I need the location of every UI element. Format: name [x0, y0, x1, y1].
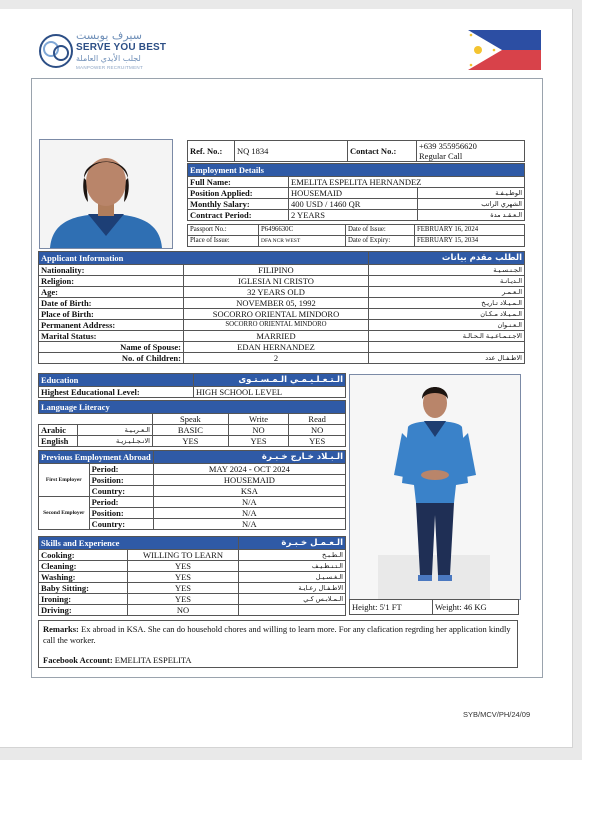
philippines-flag-icon: [468, 30, 541, 70]
driving-label: Driving:: [39, 605, 128, 616]
employment-row: [188, 199, 525, 210]
cooking-value: WILLING TO LEARN: [128, 550, 239, 561]
salary-arabic: الشهري الراتب: [418, 199, 525, 210]
marital-arabic: الاجـتـمـاعـيـة الـحـالـة: [369, 331, 525, 342]
english-label: English: [39, 436, 78, 447]
dob-label: Date of Birth:: [39, 298, 184, 309]
pob-value: SOCORRO ORIENTAL MINDORO: [184, 309, 369, 320]
arabic-label-arabic: الـعـربـيـة: [78, 425, 153, 436]
logo-arabic: سيرف يوبست: [76, 29, 142, 42]
spouse-value: EDAN HERNANDEZ: [184, 342, 369, 353]
cleaning-arabic: الـتـنـظـيـف: [239, 561, 346, 572]
applicant-header: Applicant Information: [39, 252, 369, 265]
contact-number: +639 355956620: [419, 141, 477, 151]
speak-header: Speak: [153, 414, 229, 425]
english-write: YES: [228, 436, 289, 447]
nationality-value: FILIPINO: [184, 265, 369, 276]
washing-value: YES: [128, 572, 239, 583]
full-name-label: Full Name:: [188, 177, 289, 188]
applicant-header-arabic: الطلب مقدم بيانات: [369, 252, 525, 265]
ironing-arabic: الـمـلابـس كـي: [239, 594, 346, 605]
first-period-label: Period:: [89, 464, 153, 475]
education-header-arabic: الـتـعـلـيـمـي الـمـسـتـوى: [194, 374, 346, 387]
language-row: [39, 425, 346, 436]
baby-sitting-label: Baby Sitting:: [39, 583, 128, 594]
passport-label: Passport No.:: [188, 225, 259, 236]
employment-row: [188, 188, 525, 199]
weight-value: Weight: 46 KG: [432, 600, 518, 615]
ironing-label: Ironing:: [39, 594, 128, 605]
skills-table: [38, 536, 346, 616]
place-issue-value: DFA NCR WEST: [259, 236, 346, 247]
logo-english: SERVE YOU BEST: [76, 42, 167, 53]
skills-header: Skills and Experience: [39, 537, 239, 550]
language-header: Language Literacy: [39, 401, 346, 414]
applicant-row: [39, 287, 525, 298]
education-table: [38, 373, 346, 398]
salary-value: 400 USD / 1460 QR: [289, 199, 418, 210]
contract-value: 2 YEARS: [289, 210, 418, 221]
english-label-arabic: الانـجـلـيـزيـة: [78, 436, 153, 447]
remarks-text: Ex abroad in KSA. She can do household chores and willing to learn more. For any clafication regrding her application kindly call the worker.: [43, 624, 511, 645]
age-label: Age:: [39, 287, 184, 298]
cleaning-label: Cleaning:: [39, 561, 128, 572]
applicant-row: [39, 265, 525, 276]
education-label: Highest Educational Level:: [39, 387, 194, 398]
applicant-row: [39, 342, 525, 353]
skills-row: [39, 572, 346, 583]
second-position-value: N/A: [153, 508, 345, 519]
measure-table: [349, 599, 519, 615]
skills-header-arabic: الـعـمـل خـبـرة: [239, 537, 346, 550]
children-value: 2: [184, 353, 369, 364]
first-employer-label: First Employer: [39, 464, 90, 497]
contract-label: Contract Period:: [188, 210, 289, 221]
second-employer-label: Second Employer: [39, 497, 90, 530]
document-code: SYB/MCV/PH/24/09: [463, 710, 531, 719]
dob-arabic: الـمـيـلاد تـاريـخ: [369, 298, 525, 309]
second-period-value: N/A: [153, 497, 345, 508]
top-info-table: [187, 140, 525, 162]
address-arabic: الـعـنـوان: [369, 320, 525, 331]
education-value: HIGH SCHOOL LEVEL: [194, 387, 346, 398]
first-position-label: Position:: [89, 475, 153, 486]
read-header: Read: [289, 414, 346, 425]
language-row: [39, 436, 346, 447]
pob-arabic: الـمـيـلاد مـكـان: [369, 309, 525, 320]
logo-mark-icon: [38, 33, 74, 69]
position-label: Position Applied:: [188, 188, 289, 199]
age-value: 32 YEARS OLD: [184, 287, 369, 298]
remarks-box: [38, 620, 518, 668]
contact-label: Contact No.:: [348, 141, 417, 162]
skills-row: [39, 583, 346, 594]
second-country-label: Country:: [89, 519, 153, 530]
issue-date-value: FEBRUARY 16, 2024: [415, 225, 525, 236]
driving-value: NO: [128, 605, 239, 616]
second-position-label: Position:: [89, 508, 153, 519]
skills-row: [39, 594, 346, 605]
cv-page: [0, 9, 573, 748]
cooking-arabic: الـطـبـخ: [239, 550, 346, 561]
remarks-label: Remarks:: [43, 624, 79, 634]
ref-no-label: Ref. No.:: [188, 141, 235, 162]
previous-employment-table: [38, 450, 346, 530]
religion-value: IGLESIA NI CRISTO: [184, 276, 369, 287]
pob-label: Place of Birth:: [39, 309, 184, 320]
nationality-arabic: الجـنـسـيـة: [369, 265, 525, 276]
cooking-label: Cooking:: [39, 550, 128, 561]
language-blank: [39, 414, 153, 425]
arabic-label: Arabic: [39, 425, 78, 436]
position-arabic: الوظـيـفـة: [418, 188, 525, 199]
previous-header-arabic: الـبـلاد خـارج خـبـرة: [153, 451, 345, 464]
contact-note: Regular Call: [419, 151, 463, 161]
applicant-row: [39, 353, 525, 364]
cleaning-value: YES: [128, 561, 239, 572]
employment-row: [188, 177, 525, 188]
children-label: No. of Children:: [39, 353, 184, 364]
applicant-row: [39, 331, 525, 342]
passport-value: P6496630C: [259, 225, 346, 236]
driving-arabic: [239, 605, 346, 616]
baby-sitting-arabic: الاطـفـال رعـايـة: [239, 583, 346, 594]
skills-row: [39, 550, 346, 561]
english-read: YES: [289, 436, 346, 447]
full-body-image: [350, 375, 520, 599]
applicant-row: [39, 298, 525, 309]
education-header: Education: [39, 374, 194, 387]
washing-label: Washing:: [39, 572, 128, 583]
applicant-row: [39, 320, 525, 331]
skills-row: [39, 561, 346, 572]
height-value: Height: 5'1 FT: [350, 600, 433, 615]
cv-frame: [31, 78, 543, 678]
headshot-photo: [39, 139, 173, 249]
employment-header: Employment Details: [188, 164, 525, 177]
address-label: Permanent Address:: [39, 320, 184, 331]
previous-header: Previous Employment Abroad: [39, 451, 154, 464]
first-country-label: Country:: [89, 486, 153, 497]
religion-label: Religion:: [39, 276, 184, 287]
passport-table: [187, 224, 525, 247]
employment-row: [188, 210, 525, 221]
salary-label: Monthly Salary:: [188, 199, 289, 210]
age-arabic: الـعـمـر: [369, 287, 525, 298]
address-value: SOCORRO ORIENTAL MINDORO: [184, 320, 369, 331]
logo-arabic-sub: لجلب الأيدي العاملة: [76, 54, 141, 63]
dob-value: NOVEMBER 05, 1992: [184, 298, 369, 309]
write-header: Write: [228, 414, 289, 425]
company-logo: [38, 29, 178, 75]
previous-row: [39, 497, 346, 508]
religion-arabic: الـديـانـة: [369, 276, 525, 287]
first-country-value: KSA: [153, 486, 345, 497]
issue-date-label: Date of Issue:: [346, 225, 415, 236]
arabic-read: NO: [289, 425, 346, 436]
children-arabic: الاطـفـال عدد: [369, 353, 525, 364]
first-position-value: HOUSEMAID: [153, 475, 345, 486]
nationality-label: Nationality:: [39, 265, 184, 276]
ref-no-value: NQ 1834: [235, 141, 348, 162]
applicant-row: [39, 309, 525, 320]
arabic-write: NO: [228, 425, 289, 436]
contract-arabic: الـعـقـد مدة: [418, 210, 525, 221]
skills-row: [39, 605, 346, 616]
ironing-value: YES: [128, 594, 239, 605]
headshot-image: [40, 140, 172, 248]
applicant-table: [38, 251, 525, 364]
baby-sitting-value: YES: [128, 583, 239, 594]
language-table: [38, 400, 346, 447]
logo-subtitle: MANPOWER RECRUITMENT: [76, 65, 143, 70]
washing-arabic: الـغـسـيـل: [239, 572, 346, 583]
employment-table: [187, 163, 525, 221]
second-period-label: Period:: [89, 497, 153, 508]
full-body-photo: [349, 374, 521, 600]
english-speak: YES: [153, 436, 229, 447]
full-name-value: EMELITA ESPELITA HERNANDEZ: [289, 177, 525, 188]
second-country-value: N/A: [153, 519, 345, 530]
arabic-speak: BASIC: [153, 425, 229, 436]
previous-row: [39, 464, 346, 475]
expiry-label: Date of Expiry:: [346, 236, 415, 247]
expiry-value: FEBRUARY 15, 2034: [415, 236, 525, 247]
marital-label: Marital Status:: [39, 331, 184, 342]
facebook-label: Facebook Account:: [43, 655, 113, 665]
marital-value: MARRIED: [184, 331, 369, 342]
first-period-value: MAY 2024 - OCT 2024: [153, 464, 345, 475]
applicant-row: [39, 276, 525, 287]
place-issue-label: Place of Issue:: [188, 236, 259, 247]
facebook-value: EMELITA ESPELITA: [114, 655, 192, 665]
contact-cell: [417, 141, 525, 162]
position-value: HOUSEMAID: [289, 188, 418, 199]
spouse-label: Name of Spouse:: [39, 342, 184, 353]
spouse-arabic: [369, 342, 525, 353]
